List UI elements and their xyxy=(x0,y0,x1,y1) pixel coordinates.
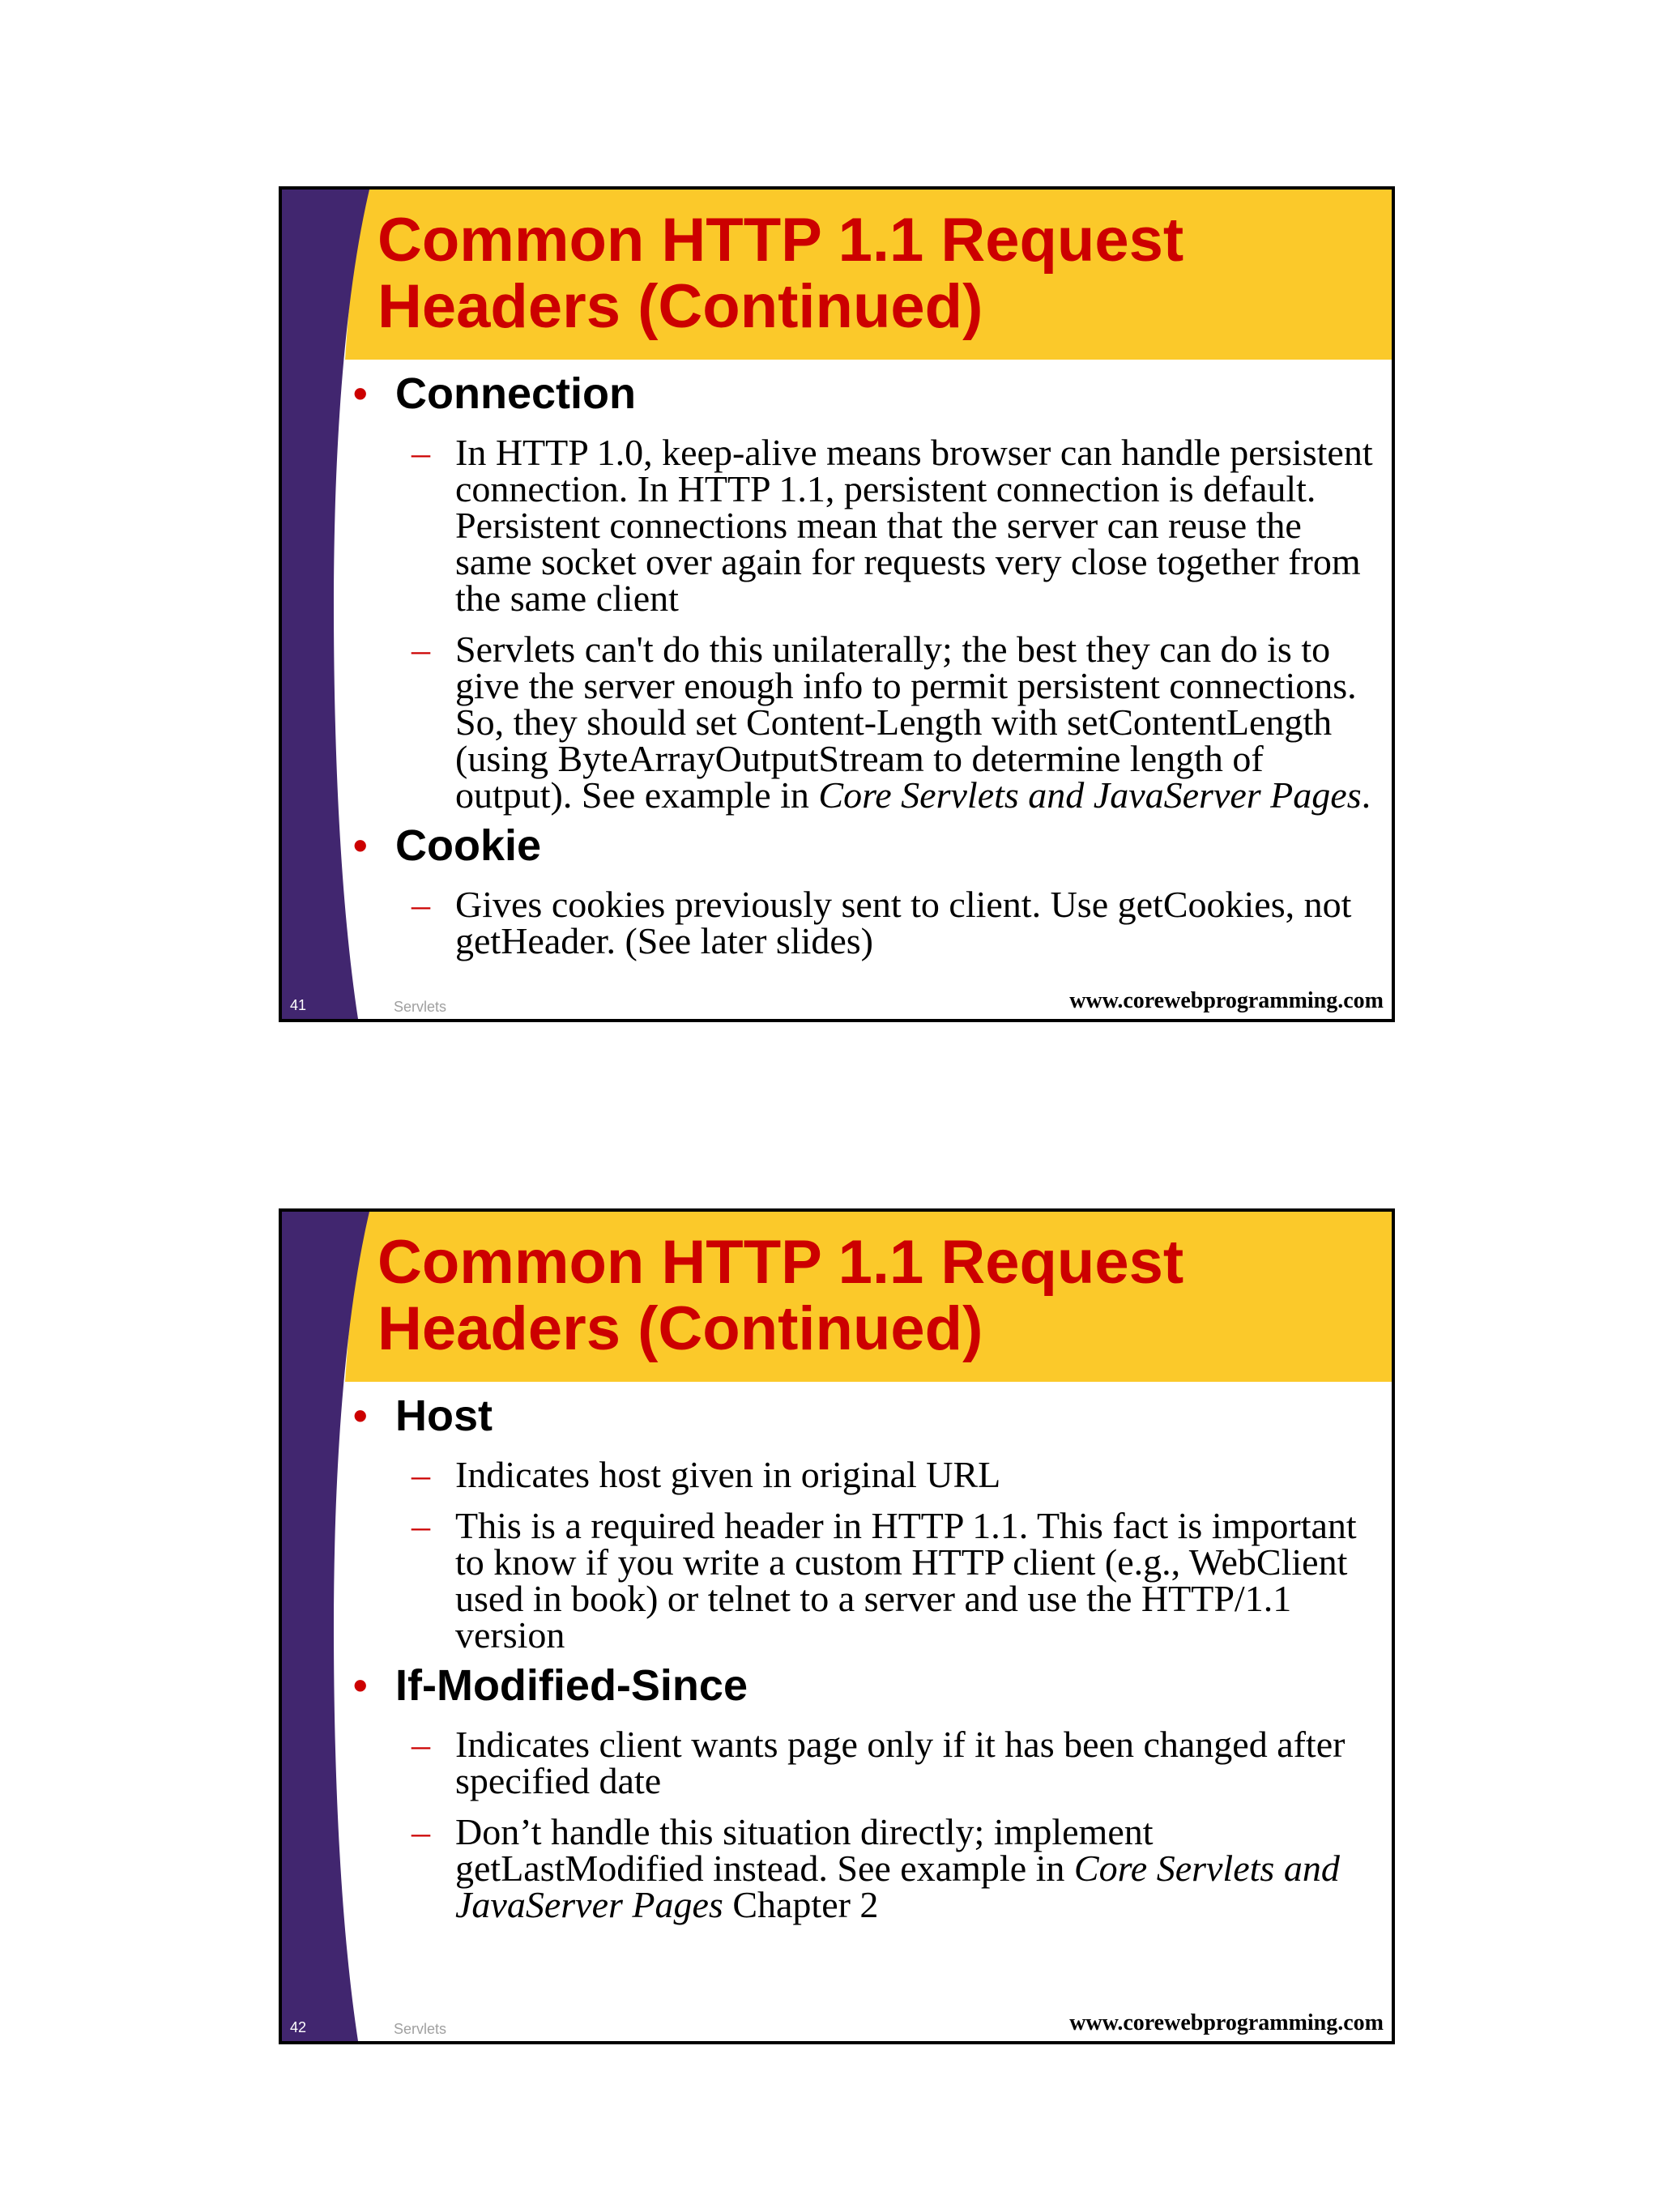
text-segment: . xyxy=(1361,774,1371,816)
slide-title-line: Headers (Continued) xyxy=(377,272,983,341)
slide-title-line: Common HTTP 1.1 Request xyxy=(377,1228,1184,1297)
footer-section-label: Servlets xyxy=(394,2021,447,2037)
text-segment: Indicates client wants page only if it has been changed after specified date xyxy=(455,1724,1346,1801)
book-title-text: Core Servlets and JavaServer Pages xyxy=(818,774,1362,816)
slide-number: 41 xyxy=(290,997,307,1013)
footer-url: www.corewebprogramming.com xyxy=(1069,988,1384,1013)
bullet-label: Cookie xyxy=(395,821,542,870)
slide-41 xyxy=(279,186,1395,1022)
bullet-dot-icon: • xyxy=(353,1663,368,1708)
book-title-text: Core Servlets and JavaServer Pages xyxy=(455,1848,1340,1925)
dash-icon: – xyxy=(412,1724,430,1765)
slide-title xyxy=(377,207,1366,340)
sub-bullet-item xyxy=(350,886,1384,959)
slide-content xyxy=(350,361,1384,959)
dash-icon: – xyxy=(412,1811,430,1852)
dash-icon: – xyxy=(412,1505,430,1546)
bullet-dot-icon: • xyxy=(353,1393,368,1438)
bullet-label: Host xyxy=(395,1392,493,1440)
sub-bullet-text xyxy=(455,629,1384,816)
slide-title-line: Headers (Continued) xyxy=(377,1294,983,1363)
sub-bullet-text xyxy=(455,1813,1384,1923)
text-segment: This is a required header in HTTP 1.1. This fact is important to know if you write a custom HTTP client (e.g., WebClient used in book) or telnet to a server and use the HTTP/1.1 version xyxy=(455,1505,1357,1656)
sub-bullet-item xyxy=(350,1505,1384,1656)
sub-bullet-text xyxy=(455,886,1384,959)
dash-icon: – xyxy=(412,1454,430,1495)
bullet-item xyxy=(350,1660,1384,1711)
sub-bullet-item xyxy=(350,1456,1384,1493)
text-segment: Servlets can't do this unilaterally; the best they can do is to give the server enough info to permit persistent connections. So, they should set Content-Length with setContentLength (using ByteArrayOutputStream to determine length of output). See example in xyxy=(455,629,1357,816)
sub-bullet-item xyxy=(350,629,1384,816)
footer-url: www.corewebprogramming.com xyxy=(1069,2010,1384,2035)
slide-number: 42 xyxy=(290,2019,307,2035)
dash-icon: – xyxy=(412,432,430,473)
sub-bullet-text xyxy=(455,1456,1384,1493)
dash-icon: – xyxy=(412,884,430,925)
bullet-label: If-Modified-Since xyxy=(395,1661,748,1710)
bullet-item xyxy=(350,368,1384,420)
dash-icon: – xyxy=(412,629,430,670)
slide-content xyxy=(350,1383,1384,1923)
sub-bullet-item xyxy=(350,1813,1384,1923)
slide-title xyxy=(377,1230,1366,1362)
bullet-dot-icon: • xyxy=(353,823,368,868)
slide-42 xyxy=(279,1208,1395,2044)
text-segment: Don’t handle this situation directly; implement getLastModified instead. See example in xyxy=(455,1811,1154,1889)
text-segment: Indicates host given in original URL xyxy=(455,1454,1001,1495)
text-segment: Chapter 2 xyxy=(723,1884,879,1925)
slide-title-line: Common HTTP 1.1 Request xyxy=(377,206,1184,275)
sub-bullet-item xyxy=(350,1726,1384,1799)
sub-bullet-text xyxy=(455,432,1384,619)
sub-bullet-item xyxy=(350,432,1384,619)
text-segment: In HTTP 1.0, keep-alive means browser can handle persistent connection. In HTTP 1.1, persistent connection is default. Persistent connections mean that the server can reuse the same socket over again for requests very close together from the same client xyxy=(455,432,1373,619)
text-segment: Gives cookies previously sent to client. Use getCookies, not getHeader. (See later slides) xyxy=(455,884,1352,961)
sub-bullet-text xyxy=(455,1726,1384,1799)
bullet-dot-icon: • xyxy=(353,371,368,416)
bullet-label: Connection xyxy=(395,369,636,418)
bullet-item xyxy=(350,1390,1384,1442)
footer-section-label: Servlets xyxy=(394,999,447,1015)
sub-bullet-text xyxy=(455,1505,1384,1656)
bullet-item xyxy=(350,820,1384,872)
